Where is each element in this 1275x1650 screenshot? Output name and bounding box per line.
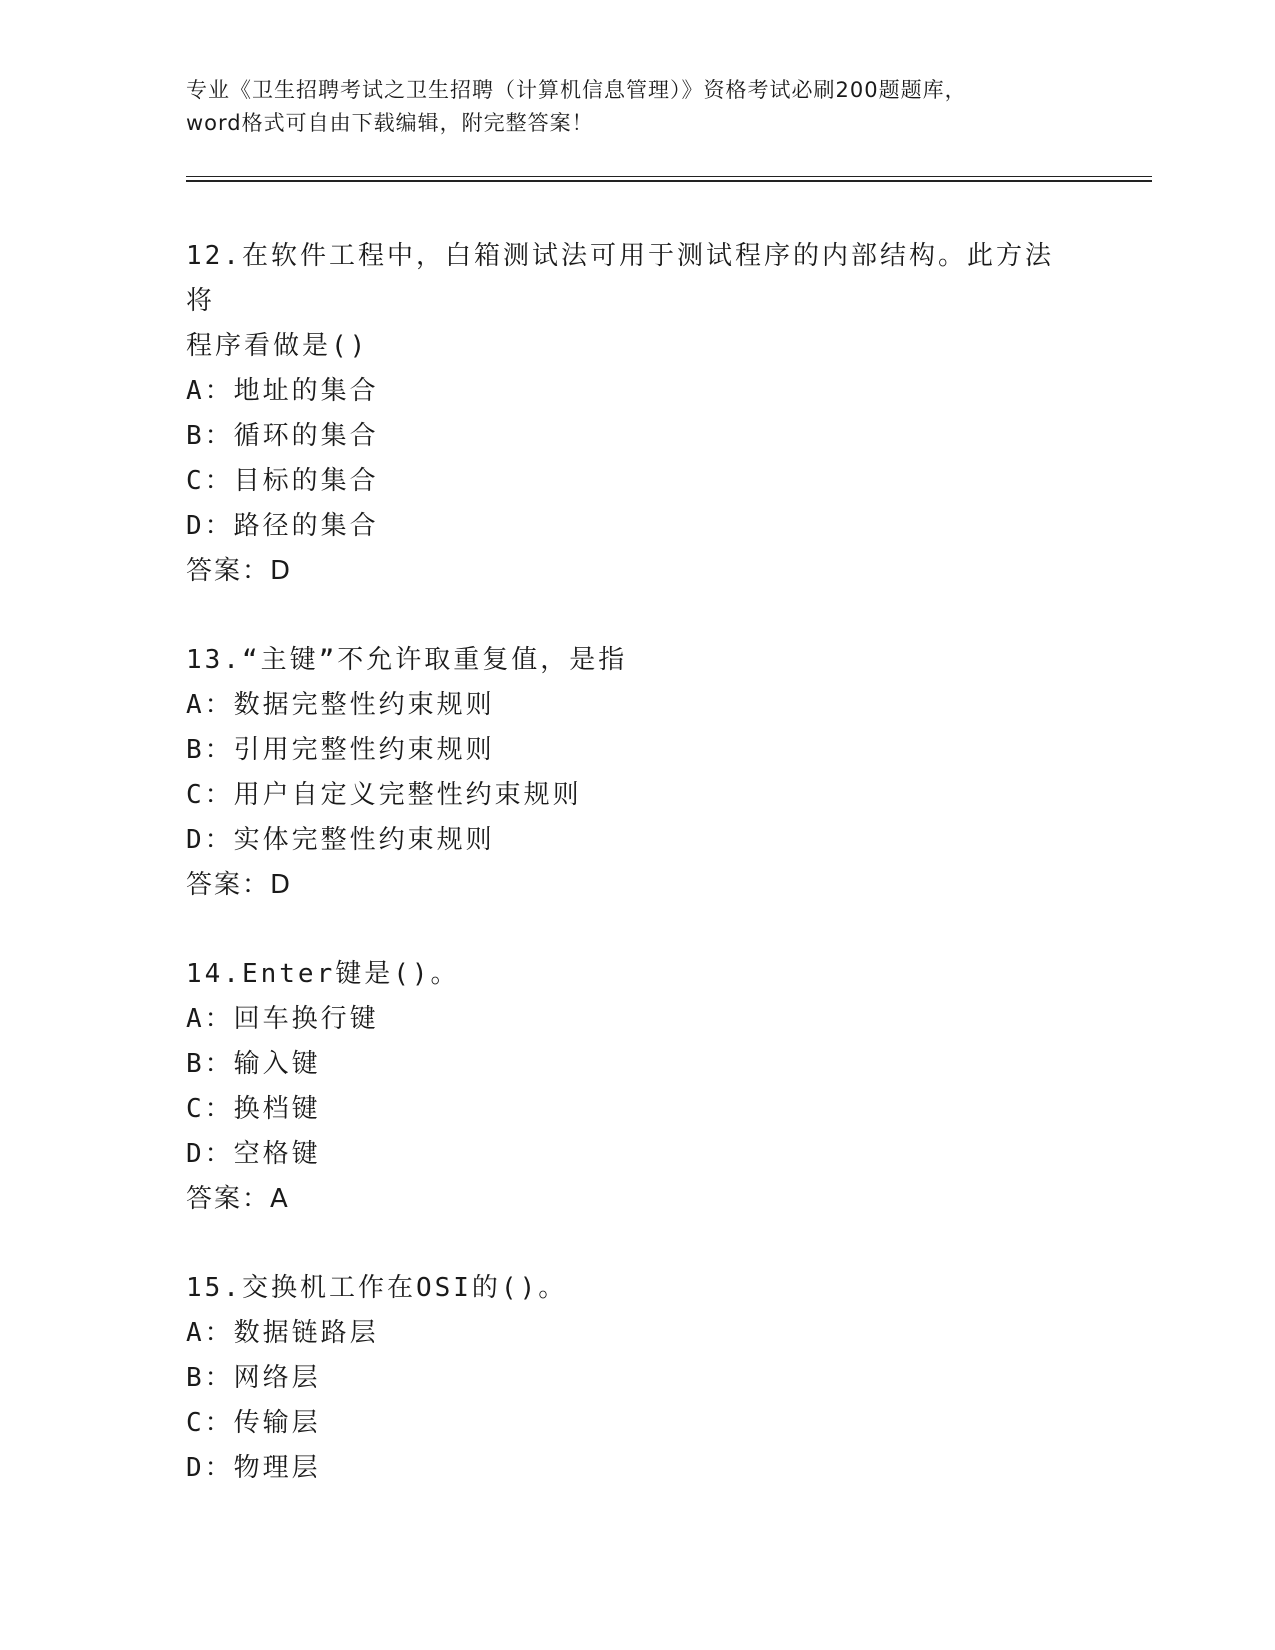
answer: 答案：D	[186, 556, 293, 586]
header-divider-thin	[186, 176, 1152, 177]
option-a: A：回车换行键	[186, 1004, 379, 1034]
option-a: A：数据完整性约束规则	[186, 690, 495, 720]
question-14	[186, 952, 1086, 1222]
header-divider-thick	[186, 180, 1152, 182]
answer: 答案：D	[186, 870, 293, 900]
question-stem-line: 程序看做是()	[186, 331, 369, 361]
header-line-1: 专业《卫生招聘考试之卫生招聘（计算机信息管理）》资格考试必刷200题题库，	[186, 78, 967, 102]
option-b: B：引用完整性约束规则	[186, 735, 495, 765]
question-stem	[186, 234, 1066, 369]
answer: 答案：A	[186, 1184, 290, 1214]
option-d: D：空格键	[186, 1139, 321, 1169]
option-a: A：数据链路层	[186, 1318, 379, 1348]
question-stem-line: 12.在软件工程中，白箱测试法可用于测试程序的内部结构。此方法将	[186, 241, 1054, 316]
document-header	[186, 74, 1086, 140]
option-b: B：输入键	[186, 1049, 321, 1079]
header-line-2: word格式可自由下载编辑，附完整答案！	[186, 111, 594, 135]
option-b: B：循环的集合	[186, 421, 379, 451]
question-13	[186, 638, 1086, 908]
question-15	[186, 1266, 1086, 1491]
option-d: D：路径的集合	[186, 511, 379, 541]
option-d: D：实体完整性约束规则	[186, 825, 495, 855]
option-a: A：地址的集合	[186, 376, 379, 406]
option-b: B：网络层	[186, 1363, 321, 1393]
option-c: C：目标的集合	[186, 466, 379, 496]
option-c: C：用户自定义完整性约束规则	[186, 780, 582, 810]
question-list	[186, 234, 1086, 1535]
option-c: C：换档键	[186, 1094, 321, 1124]
question-12	[186, 234, 1086, 594]
question-stem: 13.“主键”不允许取重复值，是指	[186, 645, 628, 675]
option-c: C：传输层	[186, 1408, 321, 1438]
option-d: D：物理层	[186, 1453, 321, 1483]
question-stem: 15.交换机工作在OSI的()。	[186, 1273, 568, 1303]
question-stem: 14.Enter键是()。	[186, 959, 460, 989]
